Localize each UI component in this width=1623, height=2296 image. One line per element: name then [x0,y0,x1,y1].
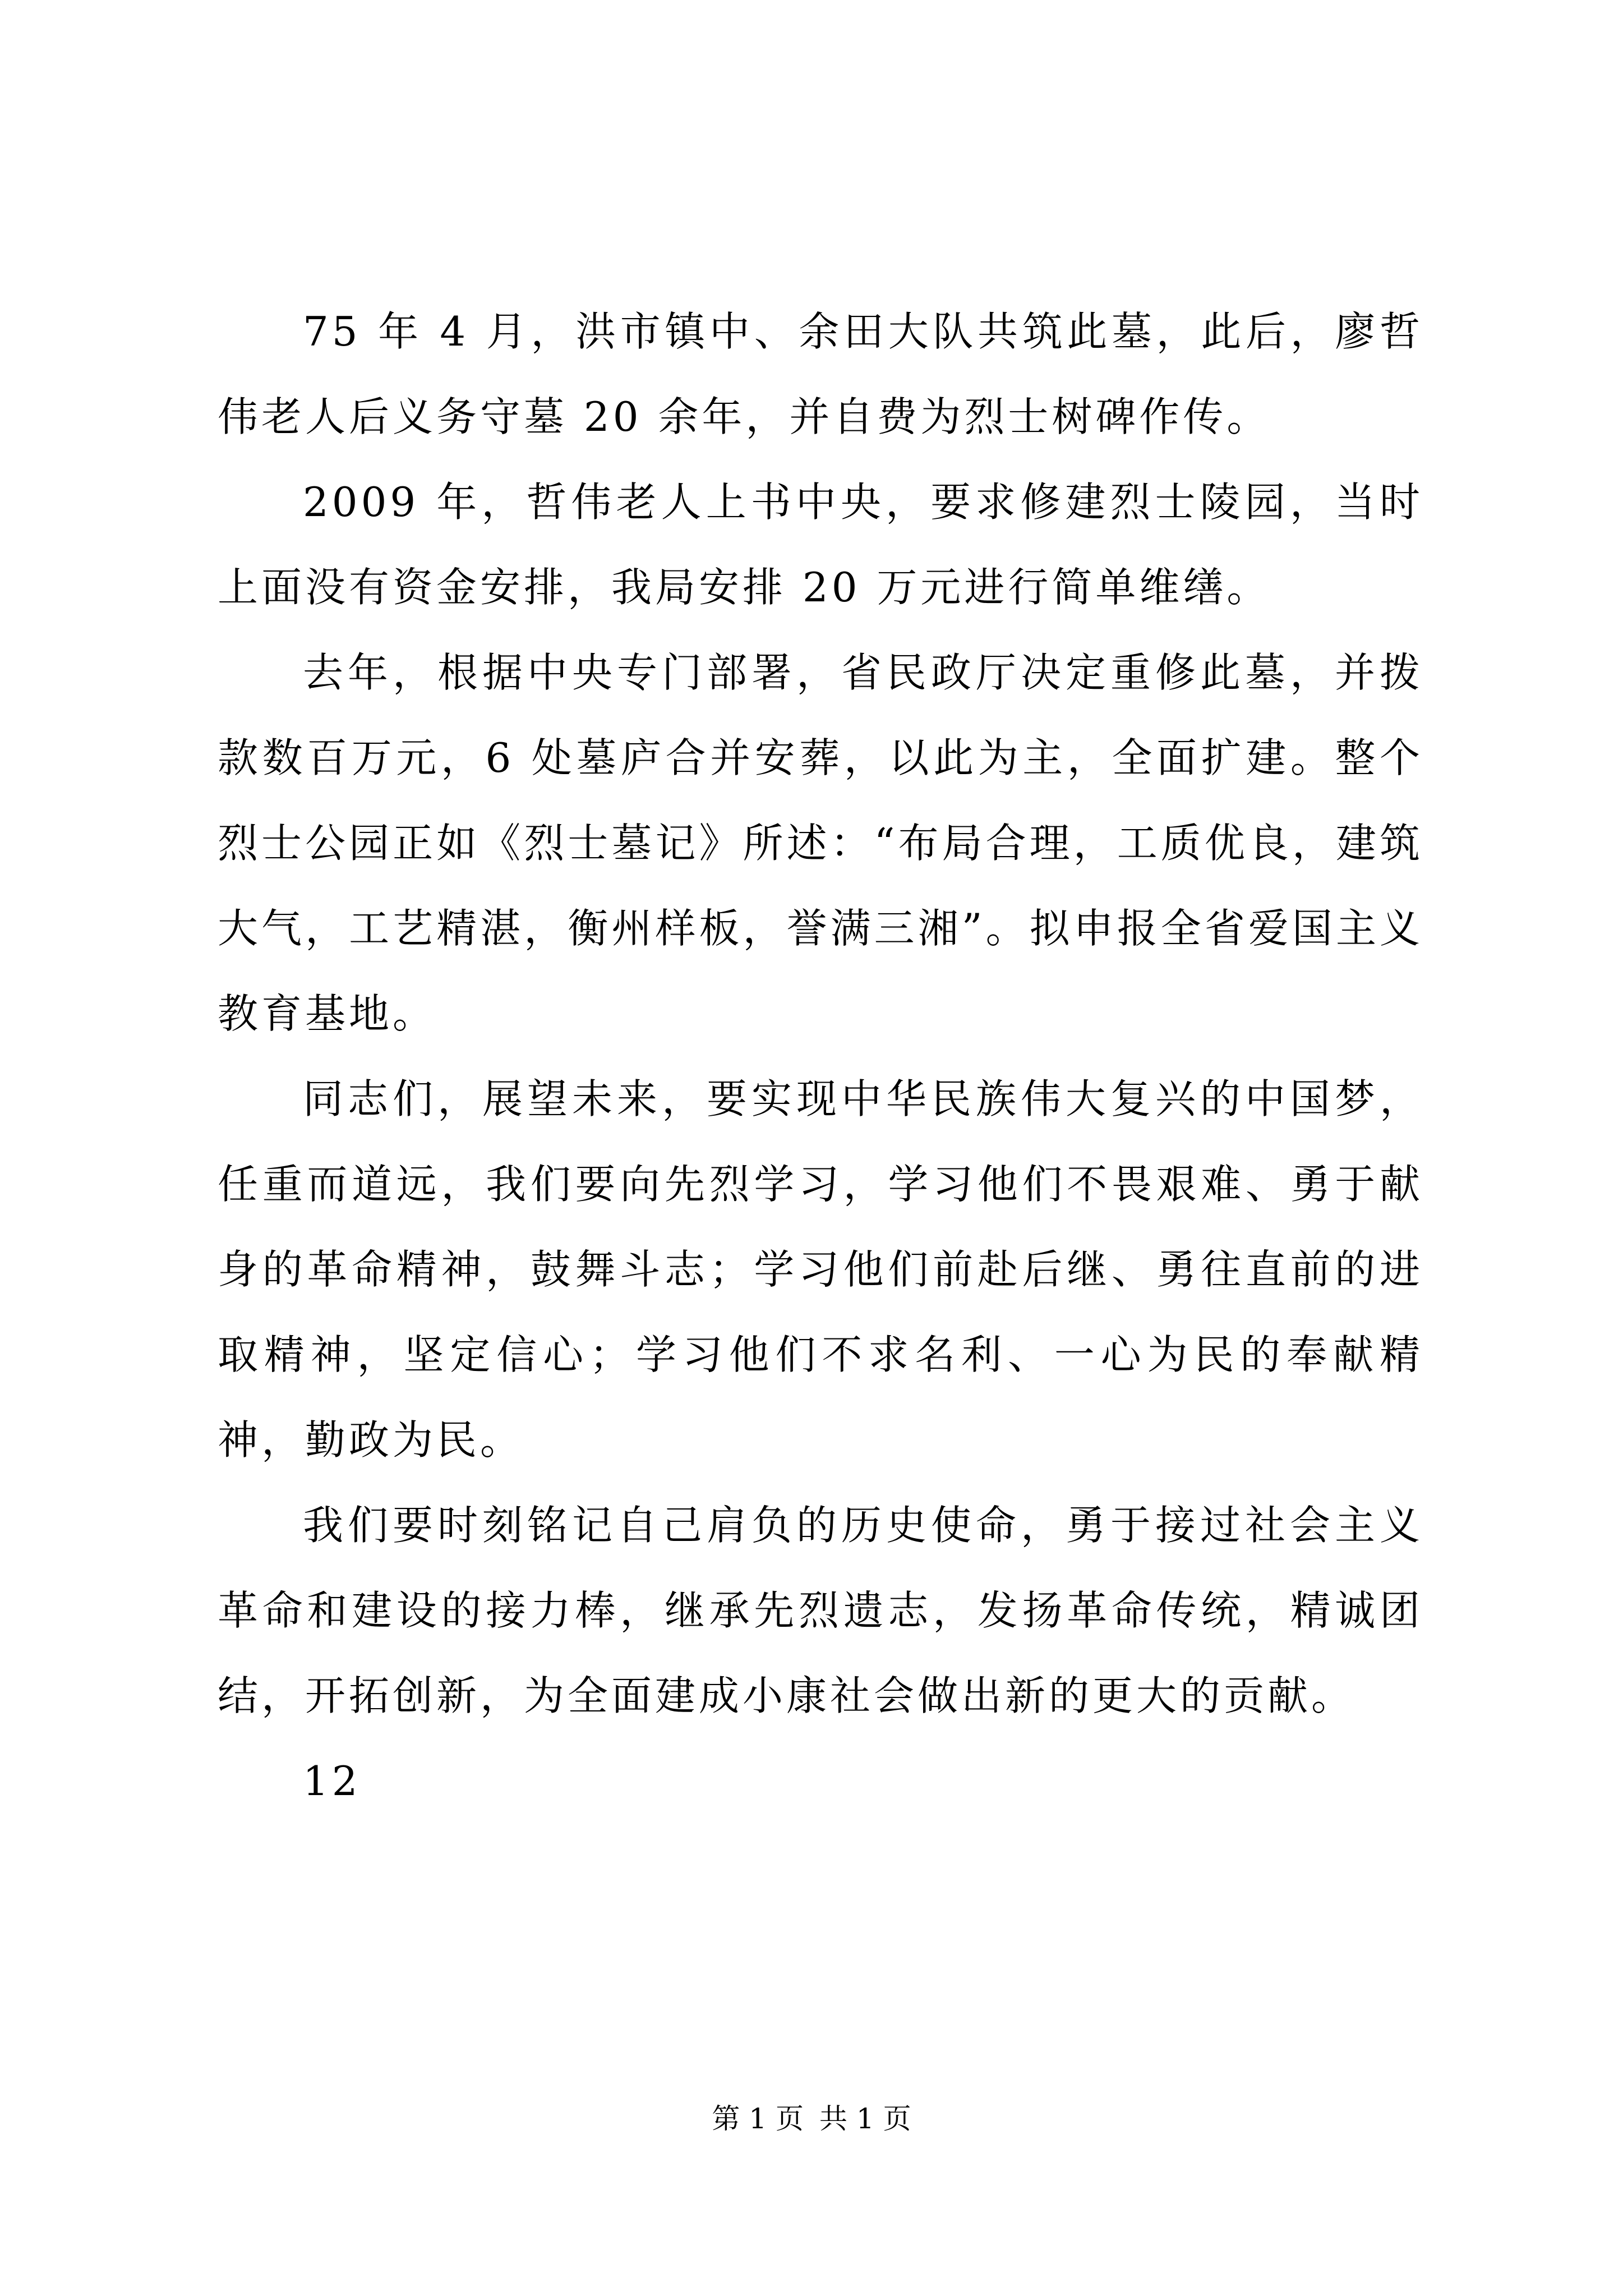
paragraph: 去年，根据中央专门部署，省民政厅决定重修此墓，并拨款数百万元，6 处墓庐合并安葬，以此为主，全面扩建。整个烈士公园正如《烈士墓记》所述：“布局合理，工质优良，建筑大气，工艺精湛，衡州样板，誉满三湘”。拟申报全省爱国主义教育基地。 [218,649,1423,1037]
document-body [218,289,1423,1824]
paragraph: 75 年 4 月，洪市镇中、余田大队共筑此墓，此后，廖哲伟老人后义务守墓 20 余年，并自费为烈士树碑作传。 [218,308,1423,440]
footer-page-total: 共 1 页 [819,2102,911,2135]
footer-page-current: 第 1 页 [712,2102,804,2135]
page-footer [0,2099,1623,2138]
paragraph: 2009 年，哲伟老人上书中央，要求修建烈士陵园，当时上面没有资金安排，我局安排 20 万元进行简单维缮。 [218,478,1423,611]
paragraph: 我们要时刻铭记自己肩负的历史使命，勇于接过社会主义革命和建设的接力棒，继承先烈遗志，发扬革命传统，精诚团结，开拓创新，为全面建成小康社会做出新的更大的贡献。 [218,1502,1423,1719]
paragraph: 同志们，展望未来，要实现中华民族伟大复兴的中国梦，任重而道远，我们要向先烈学习，学习他们不畏艰难、勇于献身的革命精神，鼓舞斗志；学习他们前赴后继、勇往直前的进取精神，坚定信心；学习他们不求名利、一心为民的奉献精神，勤政为民。 [218,1075,1423,1464]
paragraph-page-number: 12 [303,1757,361,1805]
